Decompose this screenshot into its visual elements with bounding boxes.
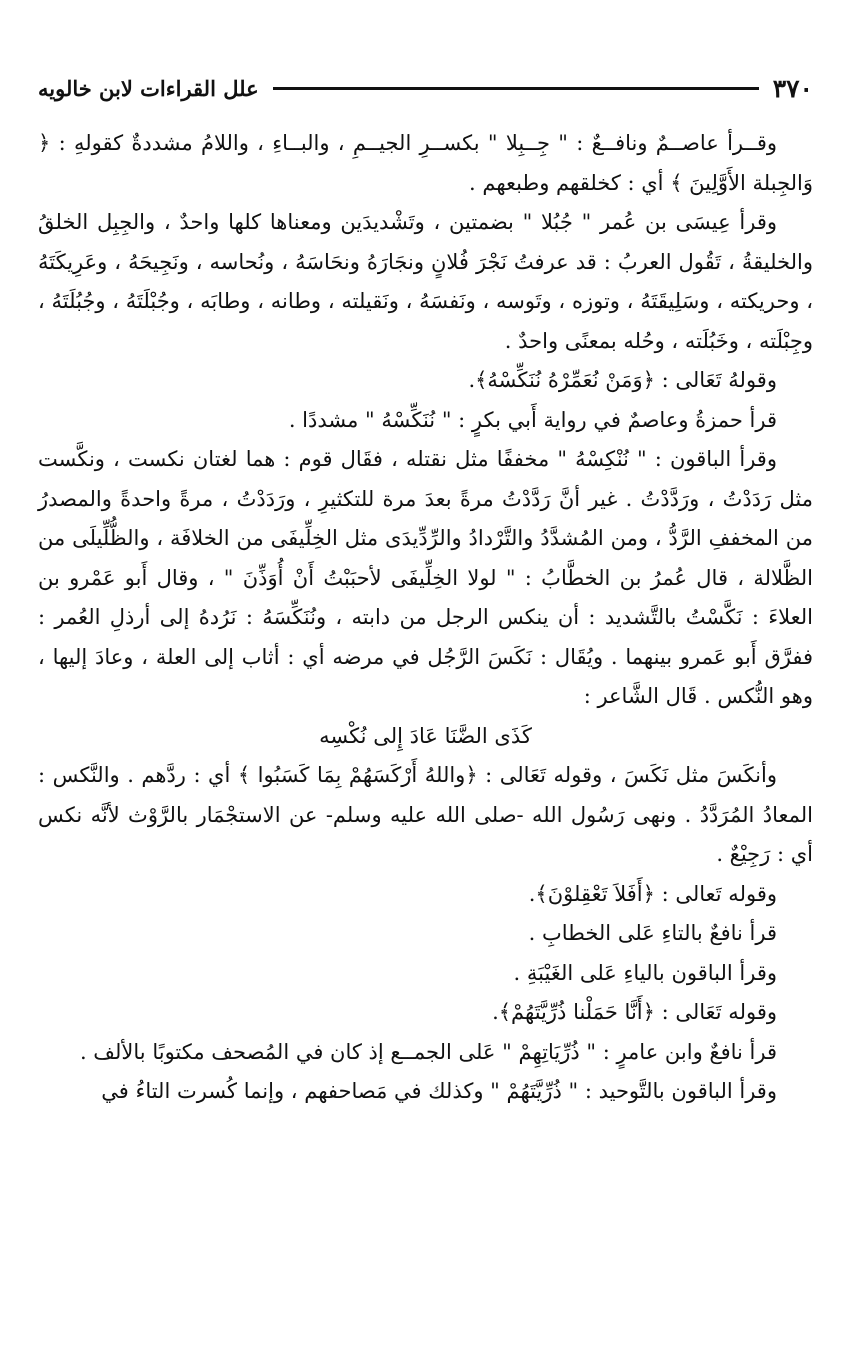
paragraph: قرأ نافعٌ بالتاءِ عَلى الخطابِ . [528,921,777,945]
page-number: ٣٧٠ [772,73,813,103]
paragraph: قرأ نافعٌ وابن عامرٍ : " ذُرِّيَاتِهِمْ " عَلى الجمــع إذ كان في المُصحف مكتوبًا بالألف . [79,1039,777,1064]
poetry-verse: كَذَى الضَّنَا عَادَ إِلى نُكْسِه [319,723,532,748]
paragraph: وقرأ عِيسَى بن عُمر " جُبُلا " بضمتين ، وتَشْديدَين ومعناها كلها واحدٌ ، والجِبِل الخلقُ والخليقةُ ، تَقُول العربُ : قد عرفتُ نَجْرَ فُلانٍ ونجَارَهُ ونحَاسَهُ ، ونُحاسه ، ونَجِيحَهُ ، وعَرِيكَتَهُ ، وحريكته ، وسَلِيقَتَهُ ، وتوزه ، وتَوسه ، ونَفسَهُ ، ونَقيلته ، وطانه ، وطابَه ، وجُبْلَتَهُ ، وجُبُلَتَهُ ، وجِبْلَته ، وخَبُلَته ، وحُله بمعنًى واحدٌ . [38,210,813,353]
page-header [38,70,813,106]
paragraph: وقرأ الباقون بالتَّوحيد : " ذُرِّيَّتَهُمْ " وكذلك في مَصاحفهم ، وإنما كُسرت التاءُ في [101,1079,777,1103]
paragraph: وقرأ الباقون : " نُنْكِسْهُ " مخففًا مثل نقتله ، فقَال قوم : هما لغتان نكست ، ونكَّست مثل رَدَدْتُ ، ورَدَّدْتُ . غير أنَّ رَدَّدْتُ مرةً بعدَ مرة للتكثيرِ ، ورَدَدْتُ ، مرةً واحدةً والمصدرُ من المخففِ الرَّدُّ ، ومن المُشدَّدُ والتَّرْدادُ والرِّدِّيدَى مثل الخِلِّيفَى من الخلافَة ، والظُّلِّيلَى من الظَّلالة ، قال عُمرُ بن الخطَّابُ : " لولا الخِلِّيفَى لأحبَبْتُ أَنْ أُوَذِّنَ " ، وقال أَبو عَمْرو بن العلاءَ : نَكَّسْتُ بالتَّشديد : أن ينكس الرجل من دابته ، ونُنَكِّسَهُ : نَرُدهُ إلى أرذلِ العُمر : ففرَّق أَبو عَمرو بينهما . ويُقَال : نَكَسَ الرَّجُل في مرضه أي : أثاب إلى العلة ، وعادَ إليها ، وهو النُّكس . قَال الشَّاعر : [38,447,813,708]
body-text [38,124,813,1112]
paragraph: وقوله تَعَالى : ﴿أَنَّا حَمَلْنا ذُرِّيَّتَهُمْ﴾. [492,1000,777,1024]
header-rule [273,87,759,90]
paragraph: وقولهُ تَعَالى : ﴿وَمَنْ نُعَمِّرْهُ نُنَكِّسْهُ﴾. [468,368,777,392]
paragraph: وقوله تَعالى : ﴿أَفَلاَ تَعْقِلوْنَ﴾. [528,881,777,906]
running-title: علل القراءات لابن خالويه [38,75,259,101]
paragraph: وقرأ الباقون بالياءِ عَلى الغَيْبَةِ . [513,960,777,985]
paragraph: وأنكَسَ مثل نَكَسَ ، وقوله تَعَالى : ﴿واللهُ أَرْكَسَهُمْ بِمَا كَسَبُوا ﴾ أي : ردَّهم . والنَّكس : المعادُ المُرَدَّدُ . ونهى رَسُول الله -صلى الله عليه وسلم- عن الاستجْمَار بالرَّوْث لأنَّه نكس أي : رَجِيْعٌ . [38,763,813,866]
paragraph: قرأ حمزةُ وعاصمٌ في رواية أَبي بكرٍ : " نُنَكِّسْهُ " مشددًا . [288,407,777,432]
paragraph: وقــرأ عاصــمٌ ونافــعٌ : " جِــبِلا " بكســرِ الجيــمِ ، والبــاءِ ، واللامُ مشددةٌ كقولهِ : ﴿ وَالجِبلة الأَوَّلِينَ ﴾ أي : كخلقهم وطبعهم . [38,131,813,195]
